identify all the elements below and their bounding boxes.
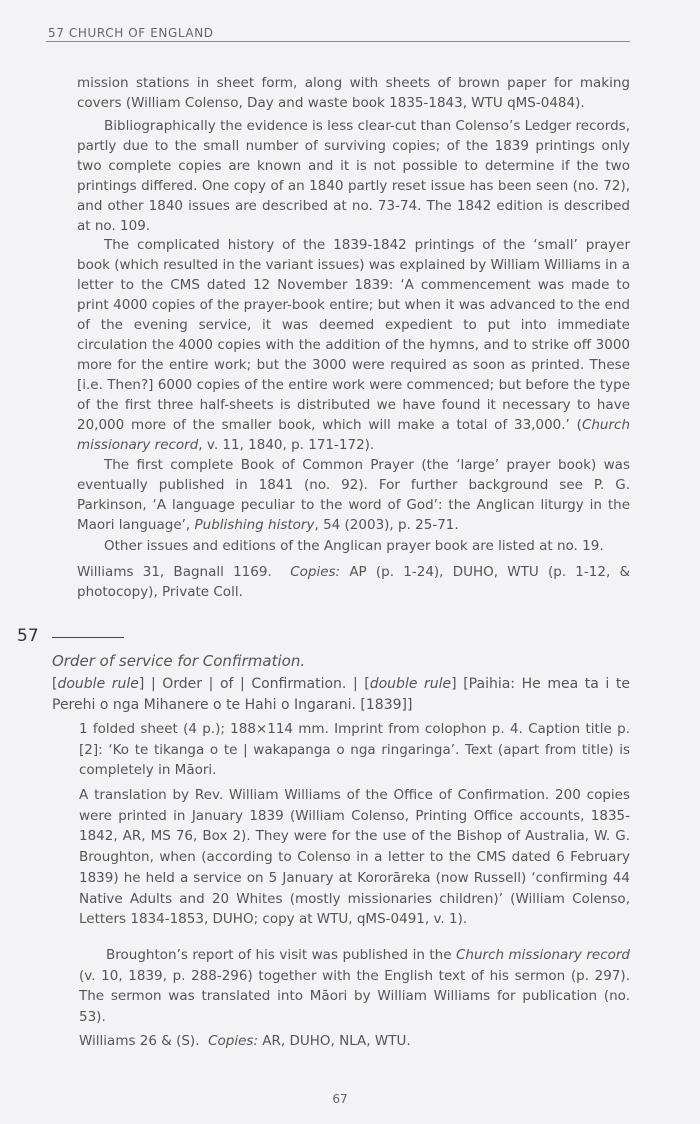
references-block: Williams 31, Bagnall 1169. Copies: AP (p. 1-24), DUHO, WTU (p. 1-12, & photocopy), Private Coll. <box>77 564 630 600</box>
paragraph-large-prayer-book: The first complete Book of Common Prayer (the ‘large’ prayer book) was eventually published in 1841 (no. 92). For further background see P. G. Parkinson, ‘A language peculiar to the word of God’: the Anglican liturgy in the Maori language’, Publishing history, 54 (2003), p. 25-71. <box>77 457 630 533</box>
running-head: 57 CHURCH OF ENGLAND <box>48 26 214 40</box>
paragraph-bibliographic-evidence: Bibliographically the evidence is less clear-cut than Colenso’s Ledger records, partly due to the small number of surviving copies; of the 1839 printings only two complete copies are known and it is not possible to determine if the two printings differed. One copy of an 1840 partly reset issue has been seen (no. 72), and other 1840 issues are described at no. 73-74. The 1842 edition is described at no. 109. <box>77 118 630 234</box>
entry-title: Order of service for Confirmation. <box>52 652 306 670</box>
entry-note-broughton: Broughton’s report of his visit was published in the Church missionary record (v. 10, 1839, p. 288-296) together with the English text of his sermon (p. 297). The sermon was translated into Māori by William Williams for publication (no. 53). <box>79 947 630 1026</box>
paragraph-other-issues: Other issues and editions of the Anglican prayer book are listed at no. 19. <box>104 538 604 554</box>
entry-physical-description: 1 folded sheet (4 p.); 188×114 mm. Imprint from colophon p. 4. Caption title p. [2]: ‘Ko te tikanga o te | wakapanga o nga ringaringa’. Text (apart from title) is completely in Māori. <box>79 721 630 779</box>
entry-transcription: [double rule] | Order | of | Confirmation. | [double rule] [Paihia: He mea ta i te Perehi o nga Mihanere o te Hahi o Ingarani. [1839]] <box>52 676 631 713</box>
citation-journal: Publishing history <box>194 517 315 533</box>
entry-note-translation: A translation by Rev. William Williams of the Office of Confirmation. 200 copies were printed in January 1839 (William Colenso, Printing Office accounts, 1835-1842, AR, MS 76, Box 2). They were for the use of the Bishop of Australia, W. G. Broughton, when (according to Colenso in a letter to the CMS dated 6 February 1839) he held a service on 5 January at Kororāreka (now Russell) ‘confirming 44 Native Adults and 20 Whites (mostly missionaries children)’ (William Colenso, Letters 1834-1853, DUHO; copy at WTU, qMS-0491, v. 1). <box>79 787 630 928</box>
entry-references: Williams 26 & (S). Copies: AR, DUHO, NLA, WTU. <box>79 1033 411 1049</box>
citation-source: Church missionary record <box>77 417 631 453</box>
page-number: 67 <box>332 1092 348 1106</box>
entry-rule <box>52 637 124 638</box>
header-rule <box>46 41 630 42</box>
paragraph-continuation: mission stations in sheet form, along with sheets of brown paper for making covers (William Colenso, Day and waste book 1835-1843, WTU qMS-0484). <box>77 75 630 111</box>
copies-label: Copies: <box>290 564 341 580</box>
paragraph-printing-history: The complicated history of the 1839-1842 printings of the ‘small’ prayer book (which resulted in the variant issues) was explained by William Williams in a letter to the CMS dated 12 November 1839: ‘A commencement was made to print 4000 copies of the prayer-book entire; but when it was advanced to the end of the evening service, it was deemed expedient to put into immediate circulation the 4000 copies with the addition of the hymns, and to strike off 3000 more for the entire work; but the 3000 were required as soon as printed. These [i.e. Then?] 6000 copies of the entire work were commenced; but before the type of the first three half-sheets is distributed we have found it necessary to have 20,000 more of the smaller book, which will make a total of 33,000.’ (Church missionary record, v. 11, 1840, p. 171-172). <box>77 237 631 453</box>
entry-number: 57 <box>17 626 39 646</box>
